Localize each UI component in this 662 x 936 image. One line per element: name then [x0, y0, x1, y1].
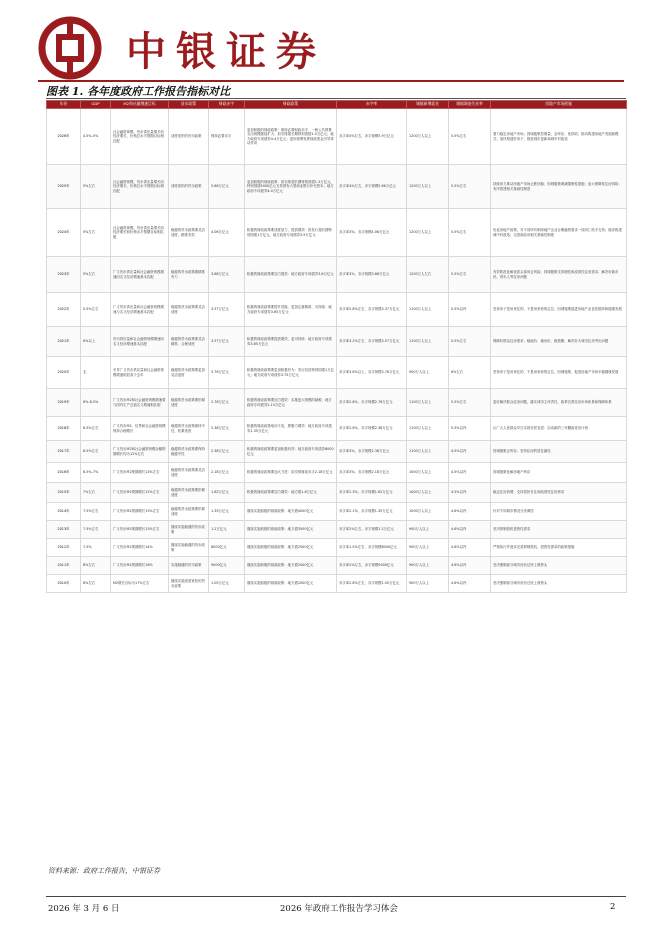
table-cell: 1.62万亿元: [209, 483, 245, 503]
table-cell: 赤字率2.8%左右，赤字规模3.37万亿元: [337, 293, 407, 327]
table-cell: 稳健的货币政策要精准有力: [169, 257, 209, 293]
column-header: 赤字率: [337, 101, 407, 109]
table-cell: 4.6%以内: [449, 503, 491, 521]
table-row: [47, 417, 627, 441]
table-cell: 赤字率2.8%左右，赤字规模1.05万亿元: [337, 575, 407, 593]
table-cell: 稳健的货币政策要保持稳健中性: [169, 441, 209, 463]
table-cell: 严格执行并逐步完善抑制投机、投资性需求的政策措施: [491, 539, 627, 557]
table-cell: 稳健的货币政策要松紧适度: [169, 503, 209, 521]
table-row: [47, 503, 627, 521]
table-cell: 4.5%以内: [449, 463, 491, 483]
table-cell: 4.6%以内: [449, 575, 491, 593]
table-cell: 广义货币M2和社会融资规模增速要与国内生产总值名义增速相匹配: [111, 389, 169, 417]
table-cell: 900万人以上: [407, 575, 449, 593]
table-cell: 继续实施稳健的货币政策: [169, 539, 209, 557]
table-cell: 稳健的货币政策要灵活适度: [169, 293, 209, 327]
column-header: 城镇新增就业: [407, 101, 449, 109]
table-cell: 8000亿元: [209, 539, 245, 557]
table-cell: 稳健的货币政策要松紧适度: [169, 389, 209, 417]
bank-of-china-logo-icon: [38, 16, 102, 80]
year-cell: 2021年: [47, 327, 81, 357]
table-cell: 6%以上: [81, 327, 111, 357]
year-cell: 2023年: [47, 257, 81, 293]
table-cell: 赤字率3%，赤字规模3.88万亿元: [337, 257, 407, 293]
table-cell: 继续实施积极的财政政策：地方债3500亿元: [245, 521, 337, 539]
table-cell: 积极的财政政策要更加积极有为：发行抗疫特别国债1万亿元；地方政府专项债券3.75万亿元: [245, 357, 337, 389]
table-row: [47, 557, 627, 575]
table-cell: 1000万人以上: [407, 463, 449, 483]
table-cell: 坚决遏制部分城市房价过快上涨势头: [491, 575, 627, 593]
column-header: 城镇调查失业率: [449, 101, 491, 109]
table-cell: 5%左右: [81, 165, 111, 209]
table-cell: 3.88万亿元: [209, 257, 245, 293]
table-cell: 因城施策去库存；坚持住房的居住属性: [491, 441, 627, 463]
table-cell: 5.5%以内: [449, 293, 491, 327]
table-cell: 900万人以上: [407, 521, 449, 539]
table-cell: 优化房地产政策，对不同所有制房地产企业合理融资需求一视同仁给予支持；稳步推进城中村改造；完善商品房相关基础性制度: [491, 209, 627, 257]
table-cell: 坚决抑制投机投资性需求: [491, 521, 627, 539]
table-cell: 3.57万亿元: [209, 327, 245, 357]
table-cell: 继续实施积极的财政政策：地方债2000亿元: [245, 557, 337, 575]
table-cell: 广义货币供应量和社会融资规模增速与名义经济增速基本匹配: [111, 293, 169, 327]
column-header: 财政政策: [245, 101, 337, 109]
table-cell: 稳健的货币政策要灵活适度: [169, 463, 209, 483]
table-cell: 2.18万亿元: [209, 463, 245, 483]
table-cell: 广义货币M2预期增长13%左右: [111, 521, 169, 539]
table-cell: 5.5%左右: [449, 109, 491, 165]
table-cell: 稳健的货币政策要灵活精准、合理适度: [169, 327, 209, 357]
table-cell: 赤字率3.2%左右，赤字规模3.57万亿元: [337, 327, 407, 357]
table-cell: 赤字率4%左右，赤字规模5.66万亿元: [337, 165, 407, 209]
year-cell: 2017年: [47, 441, 81, 463]
year-cell: 2024年: [47, 209, 81, 257]
table-cell: 广义货币M2预期增长16%: [111, 557, 169, 575]
year-cell: 2014年: [47, 503, 81, 521]
table-cell: 1000万人以上: [407, 503, 449, 521]
table-cell: 广义货币M2和社会融资规模余额预期增长均为12%左右: [111, 441, 169, 463]
table-cell: 积极的财政政策要加力提效：地方政府专项债券3.8万亿元: [245, 257, 337, 293]
year-cell: 2022年: [47, 293, 81, 327]
table-cell: 900万人以上: [407, 539, 449, 557]
table-cell: 1100万人以上: [407, 441, 449, 463]
table-cell: 继续实施适度宽松的货币政策: [169, 575, 209, 593]
report-header: [38, 14, 638, 78]
table-cell: 着力稳定房地产市场；因城施策控增量、去库存、优供给；推动构建房地产发展新模式；加快构建好房子，推进城市更新和城中村改造: [491, 109, 627, 165]
table-cell: 6.5%左右: [81, 417, 111, 441]
table-cell: 广义货币供应量和社会融资规模增速同名义经济增速基本匹配: [111, 257, 169, 293]
table-cell: 积极的财政政策要加力增效：地方债1.6万亿元: [245, 483, 337, 503]
table-cell: 4.5%以内: [449, 441, 491, 463]
table-cell: 1200万人以上: [407, 209, 449, 257]
footer-title: 2026 年政府工作报告学习体会: [280, 904, 398, 914]
table-cell: 积极的财政政策取向不变，要聚力增效：地方政府专项债券1.35万亿元: [245, 417, 337, 441]
brand-name: 中银证券: [126, 28, 326, 75]
table-cell: 赤字率2%左右，赤字规模1.2万亿元: [337, 521, 407, 539]
page-number: 2: [610, 902, 616, 912]
year-cell: 2020年: [47, 357, 81, 389]
table-cell: 赤字率2.3%，赤字规模1.62万亿元: [337, 483, 407, 503]
table-row: [47, 109, 627, 165]
table-cell: 1.05万亿元: [209, 575, 245, 593]
year-cell: 2013年: [47, 521, 81, 539]
table-cell: 4.5%-5%: [81, 109, 111, 165]
table-cell: 3.37万亿元: [209, 293, 245, 327]
table-cell: 5.5%左右: [449, 209, 491, 257]
table-cell: 广义货币M2预期增长13%左右: [111, 463, 169, 483]
table-cell: 更加积极的财政政策：拟安排超长期特别国债1.3万亿元、特别国债5000亿元支持国有大型商业银行补充资本；地方政府专项债券4.4万亿元: [245, 165, 337, 209]
table-cell: 赤字率1.5%左右，赤字规模8000亿元: [337, 539, 407, 557]
table-cell: 6.5%左右: [81, 441, 111, 463]
table-cell: 赤字率3%，赤字规模2.18万亿元: [337, 463, 407, 483]
table-cell: 持续用力推动房地产市场止跌回稳；因城施策调减限制性措施；加大保障性住房供给；有序搭建相关基础性制度: [491, 165, 627, 209]
table-row: [47, 389, 627, 417]
table-cell: 稳健的货币政策保持中性，松紧适度: [169, 417, 209, 441]
table-cell: 广义货币M2、信贷和社会融资规模保持合理增长: [111, 417, 169, 441]
table-cell: 赤字率2.6%，赤字规模2.38万亿元: [337, 417, 407, 441]
year-cell: 2019年: [47, 389, 81, 417]
table-cell: 4.6%以内: [449, 521, 491, 539]
table-cell: 继续实施积极的财政政策：地方债2500亿元: [245, 539, 337, 557]
table-cell: 货币供应量和社会融资规模增速同名义经济增速基本匹配: [111, 327, 169, 357]
table-row: [47, 539, 627, 557]
table-cell: 赤字率2.1%，赤字规模1.35万亿元: [337, 503, 407, 521]
table-cell: 让广大人民群众早日实现安居宜居：启动新的三年棚改攻坚计划: [491, 417, 627, 441]
table-cell: 2.38万亿元: [209, 441, 245, 463]
table-cell: M2增长目标为17%左右: [111, 575, 169, 593]
table-cell: 7%左右: [81, 483, 111, 503]
table-cell: 8%左右: [81, 557, 111, 575]
table-cell: 赤字率3%，赤字规模2.38万亿元: [337, 441, 407, 463]
table-cell: 坚决遏制部分城市房价过快上涨势头: [491, 557, 627, 575]
table-cell: 广义货币M2预期增长12%左右: [111, 483, 169, 503]
table-cell: 1200万人左右: [407, 257, 449, 293]
table-cell: 继续实施积极的财政政策：地方债4000亿元: [245, 503, 337, 521]
table-cell: 稳健的货币政策要更加灵活适度: [169, 357, 209, 389]
table-cell: 6%左右: [449, 357, 491, 389]
policy-comparison-table: [46, 100, 627, 593]
table-cell: 积极的财政政策要更加积极有效：地方政府专项债券8000亿元: [245, 441, 337, 463]
table-cell: 900万人以上: [407, 557, 449, 575]
year-cell: 2018年: [47, 417, 81, 441]
table-cell: 积极的财政政策要适度加力、提质增效：拟发行超长期特别国债1万亿元，地方政府专项债券3.9万亿元: [245, 209, 337, 257]
table-cell: 引导广义货币供应量和社会融资规模增速明显高于去年: [111, 357, 169, 389]
table-row: [47, 209, 627, 257]
year-cell: 2010年: [47, 575, 81, 593]
table-cell: 5.5%左右: [449, 327, 491, 357]
table-cell: 900万人以上: [407, 357, 449, 389]
table-cell: 继续实施积极的财政政策：地方债2000亿元: [245, 575, 337, 593]
table-cell: 继续实施稳健的货币政策: [169, 521, 209, 539]
table-cell: 赤字率2%左右，赤字规模9000亿元: [337, 557, 407, 575]
table-cell: 6.5%-7%: [81, 463, 111, 483]
table-cell: 7.5%: [81, 539, 111, 557]
table-row: [47, 327, 627, 357]
table-cell: 1100万人以上: [407, 417, 449, 441]
table-cell: 积极的财政政策要加大力度：拟安排财政赤字2.18万亿元: [245, 463, 337, 483]
table-cell: 2.76万亿元: [209, 389, 245, 417]
table-cell: 9000亿元: [209, 557, 245, 575]
table-cell: 稳健的货币政策要灵活适度、精准有效: [169, 209, 209, 257]
table-cell: 积极的财政政策要提质增效、更可持续：地方政府专项债券3.65万亿元: [245, 327, 337, 357]
table-cell: 实施稳健的货币政策: [169, 557, 209, 575]
table-cell: 1100万人以上: [407, 293, 449, 327]
table-cell: 4.5%以内: [449, 483, 491, 503]
column-header: 财政赤字: [209, 101, 245, 109]
year-cell: 2011年: [47, 557, 81, 575]
table-cell: 更好解决群众住房问题，落实城市主体责任，改革完善住房市场体系和保障体系: [491, 389, 627, 417]
table-cell: 社会融资规模、货币供应量增长同经济增长、价格总水平预期目标相匹配: [111, 109, 169, 165]
source-note: 资料来源：政府工作报告，中银证券: [48, 867, 160, 875]
table-cell: 7.5%左右: [81, 521, 111, 539]
table-cell: 5.5%左右: [81, 293, 111, 327]
table-cell: 4.6%以内: [449, 539, 491, 557]
table-cell: 1100万人以上: [407, 327, 449, 357]
table-cell: 5.66万亿元: [209, 165, 245, 209]
title-divider: [46, 98, 626, 99]
table-row: [47, 463, 627, 483]
table-cell: 保持必要赤字: [209, 109, 245, 165]
table-cell: 无: [81, 357, 111, 389]
table-cell: 5.5%左右: [449, 389, 491, 417]
table-cell: 社会融资规模、货币供应量增长同经济增长、价格总水平预期目标相匹配: [111, 165, 169, 209]
table-cell: 1.35万亿元: [209, 503, 245, 521]
year-cell: 2015年: [47, 483, 81, 503]
table-cell: 赤字率3.6%以上，赤字规模3.76万亿元: [337, 357, 407, 389]
table-row: [47, 441, 627, 463]
table-cell: 1100万人以上: [407, 389, 449, 417]
table-cell: 1000万人以上: [407, 483, 449, 503]
table-cell: 1.2万亿元: [209, 521, 245, 539]
table-row: [47, 293, 627, 327]
table-cell: 广义货币M2预期增长14%: [111, 539, 169, 557]
table-cell: 保障好群众住房需求；稳地价、稳房价、稳预期；解决好大城市住房突出问题: [491, 327, 627, 357]
column-header: M2和社融增速目标: [111, 101, 169, 109]
table-cell: 积极的财政政策要加力提效：实施更大规模的减税；地方政府专项债券2.15万亿元: [245, 389, 337, 417]
table-cell: 2.38万亿元: [209, 417, 245, 441]
column-header: GDP: [81, 101, 111, 109]
table-cell: 积极的财政政策要提升效能，更加注重精准、可持续：地方政府专项债券3.65万亿元: [245, 293, 337, 327]
figure-title: 图表 1. 各年度政府工作报告指标对比: [46, 85, 231, 98]
table-row: [47, 165, 627, 209]
table-cell: 因城施策化解房地产库存: [491, 463, 627, 483]
table-cell: 1200万人以上: [407, 109, 449, 165]
year-cell: 2026年: [47, 109, 81, 165]
table-cell: 1200万人以上: [407, 165, 449, 209]
table-cell: 5.5%以内: [449, 417, 491, 441]
table-row: [47, 357, 627, 389]
header-divider: [38, 80, 624, 82]
table-cell: 7.5%左右: [81, 503, 111, 521]
table-cell: 有效防范化解优质头部房企风险；因城施策支持刚性和改善性住房需求；解决好新市民、青年人等住房问题: [491, 257, 627, 293]
year-cell: 2016年: [47, 463, 81, 483]
footer-date: 2026 年 3 月 6 日: [48, 904, 120, 914]
table-row: [47, 521, 627, 539]
table-cell: 8%左右: [81, 575, 111, 593]
table-row: [47, 257, 627, 293]
table-cell: 广义货币M2预期增长13%左右: [111, 503, 169, 521]
footer-divider: [46, 896, 626, 897]
table-cell: 社会融资规模、货币供应量增长同经济增长和价格水平预期目标相匹配: [111, 209, 169, 257]
table-cell: 赤字率4%左右，赤字规模5.9万亿元: [337, 109, 407, 165]
table-cell: 稳健的货币政策要松紧适度: [169, 483, 209, 503]
year-cell: 2012年: [47, 539, 81, 557]
table-cell: 5.5%左右: [449, 165, 491, 209]
table-header-row: [47, 101, 627, 109]
column-header: 房地产市场措施: [491, 101, 627, 109]
table-cell: 坚持房子是用来住的、不是用来炒的定位；因城施策促进房地产业良性循环和健康发展: [491, 293, 627, 327]
table-cell: 6%-6.5%: [81, 389, 111, 417]
table-row: [47, 575, 627, 593]
table-cell: 稳定住房消费，支持居民自住和改善性住房需求: [491, 483, 627, 503]
table-cell: 5.5%左右: [449, 257, 491, 293]
table-row: [47, 483, 627, 503]
table-cell: 适度宽松的货币政策: [169, 109, 209, 165]
table-cell: 4.6%以内: [449, 557, 491, 575]
table-cell: 坚持房子是用来住的、不是用来炒的定位，因城施策，促进房地产市场平稳健康发展: [491, 357, 627, 389]
year-cell: 2025年: [47, 165, 81, 209]
table-cell: 赤字率3%，赤字规模4.06万亿元: [337, 209, 407, 257]
table-cell: 5%左右: [81, 209, 111, 257]
table-cell: 针对不同城市情况分类调控: [491, 503, 627, 521]
table-cell: 更加积极的财政政策：保持必要财政赤字，一般公共预算支出规模继续扩大；拟安排超长期特别国债1.3万亿元；地方政府专项债券4.4万亿元；更好统筹发挥财政资金引导带动作用: [245, 109, 337, 165]
table-cell: 4.06万亿元: [209, 209, 245, 257]
table-cell: 赤字率2.8%，赤字规模2.76万亿元: [337, 389, 407, 417]
table-cell: 5%左右: [81, 257, 111, 293]
column-header: 年份: [47, 101, 81, 109]
table-cell: 3.76万亿元: [209, 357, 245, 389]
column-header: 货币政策: [169, 101, 209, 109]
table-cell: 适度宽松的货币政策: [169, 165, 209, 209]
